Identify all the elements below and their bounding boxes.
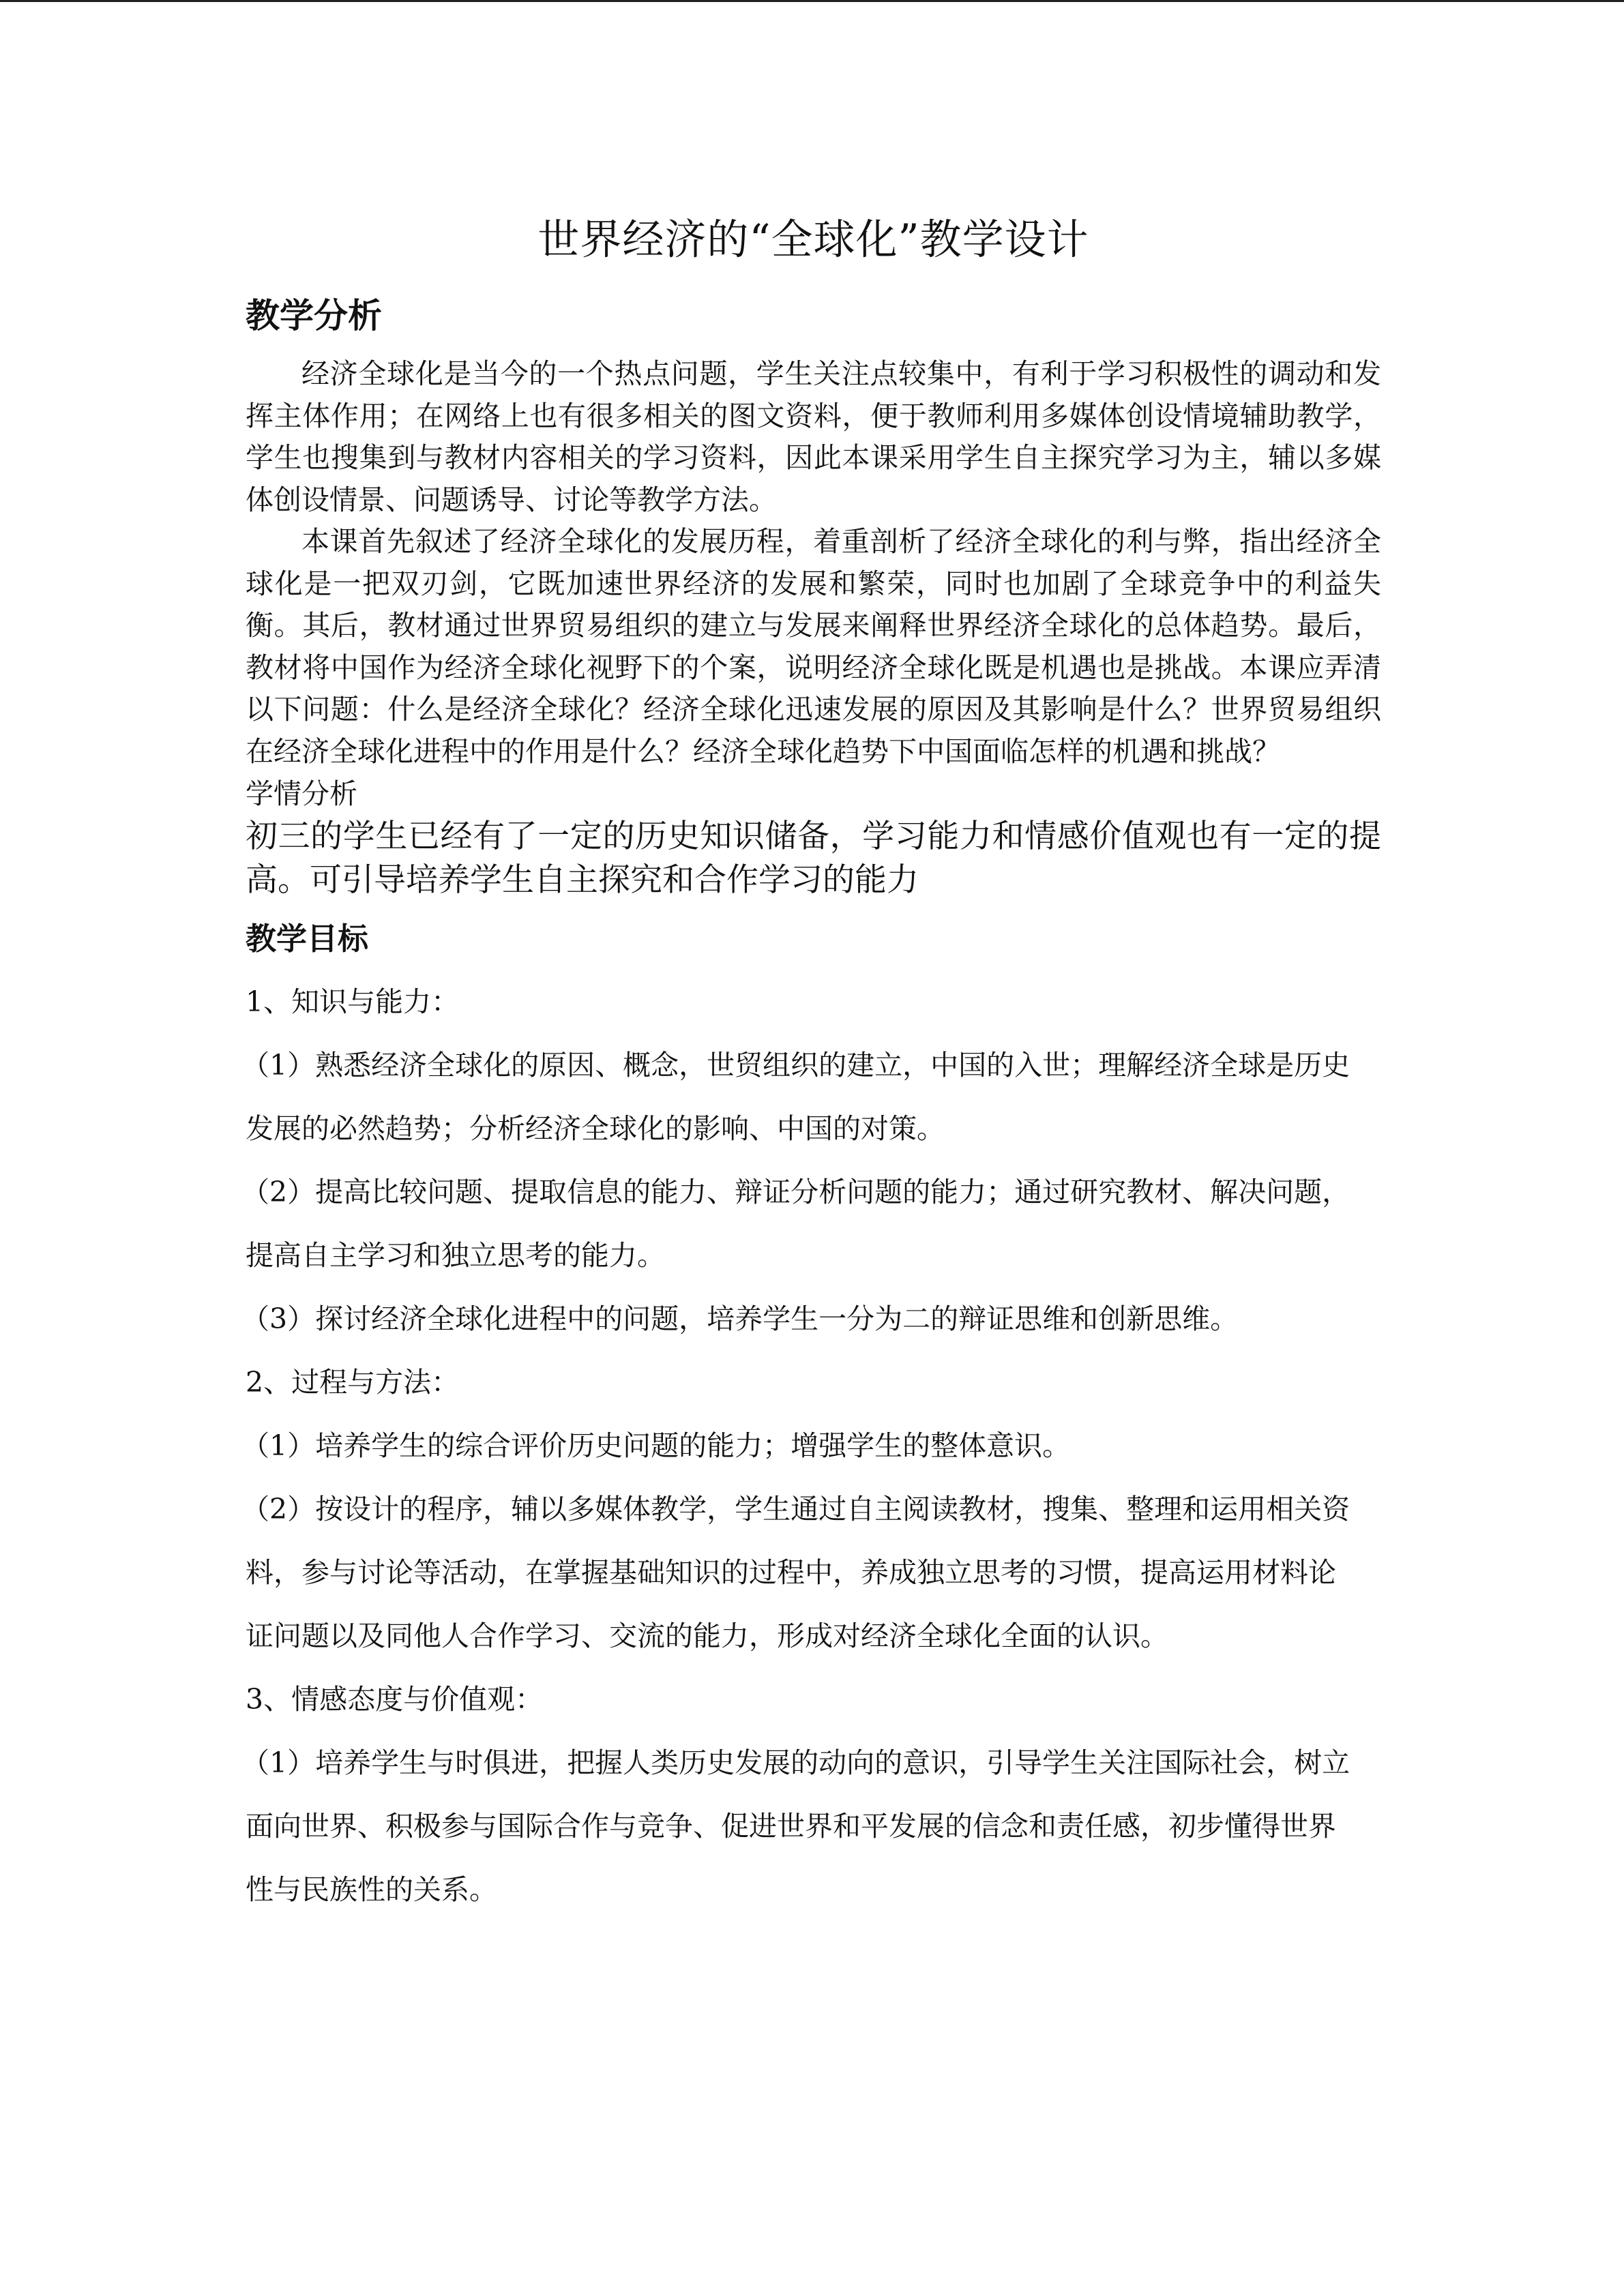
objective-line: 面向世界、积极参与国际合作与竞争、促进世界和平发展的信念和责任感，初步懂得世界: [246, 1810, 1336, 1843]
objective-heading-process: 2、过程与方法：: [246, 1366, 460, 1399]
objective-line: 发展的必然趋势；分析经济全球化的影响、中国的对策。: [246, 1112, 945, 1145]
objective-line: （1）熟悉经济全球化的原因、概念，世贸组织的建立，中国的入世；理解经济全球是历史: [241, 1049, 1350, 1082]
section-heading-analysis: 教学分析: [246, 296, 382, 336]
objective-line: （2）提高比较问题、提取信息的能力、辩证分析问题的能力；通过研究教材、解决问题，: [241, 1176, 1350, 1208]
objective-line: 性与民族性的关系。: [246, 1873, 497, 1906]
section-heading-objectives: 教学目标: [246, 921, 369, 957]
objective-line: （3）探讨经济全球化进程中的问题，培养学生一分为二的辩证思维和创新思维。: [241, 1302, 1239, 1335]
objective-line: 提高自主学习和独立思考的能力。: [246, 1239, 665, 1272]
objective-heading-values: 3、情感态度与价值观：: [246, 1683, 544, 1716]
document-title: 世界经济的“全球化”教学设计: [537, 215, 1089, 264]
learner-analysis-label: 学情分析: [246, 777, 357, 810]
analysis-paragraph-1: 经济全球化是当今的一个热点问题，学生关注点较集中，有利于学习积极性的调动和发挥主体作用；在网络上也有很多相关的图文资料，便于教师利用多媒体创设情境辅助教学，学生也搜集到与教材内容相关的学习资料，因此本课采用学生自主探究学习为主，辅以多媒体创设情景、问题诱导、讨论等教学方法。: [246, 357, 1381, 516]
page-top-border: [0, 0, 1624, 2]
learner-analysis-text: 初三的学生已经有了一定的历史知识储备，学习能力和情感价值观也有一定的提高。可引导培养学生自主探究和合作学习的能力: [246, 818, 1381, 899]
document-page: [241, 205, 1381, 1922]
objective-line: 料，参与讨论等活动，在掌握基础知识的过程中，养成独立思考的习惯，提高运用材料论: [246, 1556, 1336, 1589]
objective-line: 证问题以及同他人合作学习、交流的能力，形成对经济全球化全面的认识。: [246, 1620, 1168, 1652]
objective-heading-knowledge: 1、知识与能力：: [246, 985, 460, 1018]
objective-line: （1）培养学生与时俱进，把握人类历史发展的动向的意识，引导学生关注国际社会，树立: [241, 1746, 1350, 1779]
objective-line: （2）按设计的程序，辅以多媒体教学，学生通过自主阅读教材，搜集、整理和运用相关资: [241, 1493, 1350, 1525]
analysis-paragraph-2: 本课首先叙述了经济全球化的发展历程，着重剖析了经济全球化的利与弊，指出经济全球化是一把双刃剑，它既加速世界经济的发展和繁荣，同时也加剧了全球竞争中的利益失衡。其后，教材通过世界贸易组织的建立与发展来阐释世界经济全球化的总体趋势。最后，教材将中国作为经济全球化视野下的个案，说明经济全球化既是机遇也是挑战。本课应弄清以下问题：什么是经济全球化？经济全球化迅速发展的原因及其影响是什么？世界贸易组织在经济全球化进程中的作用是什么？经济全球化趋势下中国面临怎样的机遇和挑战？: [246, 525, 1381, 768]
objective-line: （1）培养学生的综合评价历史问题的能力；增强学生的整体意识。: [241, 1429, 1071, 1462]
